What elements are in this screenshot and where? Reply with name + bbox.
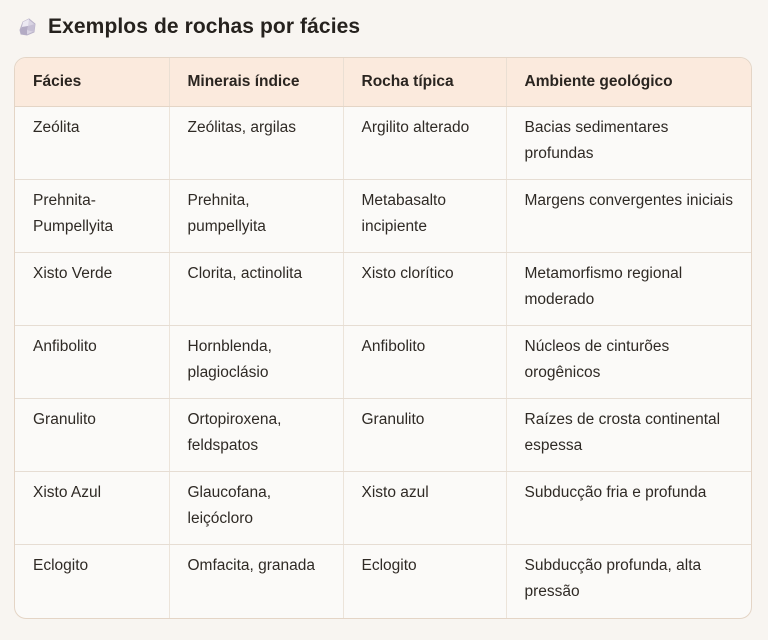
table-cell: Xisto Azul (15, 472, 169, 545)
table-cell: Subducção profunda, alta pressão (524, 557, 702, 600)
facies-table (15, 58, 751, 618)
table-row (15, 253, 751, 326)
table-cell: Metamorfismo regional moderado (506, 253, 751, 326)
table-cell: Eclogito (15, 545, 169, 618)
table-row (15, 545, 751, 618)
table-cell: Subducção fria e profunda (506, 472, 751, 545)
table-cell: Ortopiroxena, feldspatos (169, 399, 343, 472)
table-cell: Bacias sedimentares profundas (506, 107, 751, 180)
column-header-facies: Fácies (15, 58, 169, 107)
table-cell: Xisto Verde (15, 253, 169, 326)
table-cell: Anfibolito (15, 326, 169, 399)
table-cell: Argilito alterado (343, 107, 506, 180)
table-cell: Raízes de crosta continental espessa (506, 399, 751, 472)
table-cell: Omfacita, granada (169, 545, 343, 618)
rock-icon (16, 16, 38, 38)
table-row (15, 180, 751, 253)
table-row (15, 472, 751, 545)
column-header-rocha: Rocha típica (343, 58, 506, 107)
table-cell: Margens convergentes iniciais (506, 180, 751, 253)
table-row (15, 107, 751, 180)
table-cell: Eclogito (343, 545, 506, 618)
table-cell: Granulito (343, 399, 506, 472)
table-cell: Prehnita, pumpellyita (169, 180, 343, 253)
table-cell: Xisto clorítico (343, 253, 506, 326)
table-cell: Prehnita-Pumpellyita (15, 180, 169, 253)
table-cell: Zeólita (15, 107, 169, 180)
table-cell: Xisto azul (343, 472, 506, 545)
table-cell: Clorita, actinolita (169, 253, 343, 326)
table-cell: Anfibolito (343, 326, 506, 399)
table-cell: Hornblenda, plagioclásio (169, 326, 343, 399)
table-header-row (15, 58, 751, 107)
facies-table-container (14, 57, 752, 619)
table-row (15, 399, 751, 472)
table-cell: Glaucofana, leiçócloro (169, 472, 343, 545)
column-header-minerais: Minerais índice (169, 58, 343, 107)
page-heading (16, 12, 360, 42)
page-title: Exemplos de rochas por fácies (48, 15, 361, 38)
table-row (15, 326, 751, 399)
table-cell: Metabasalto incipiente (343, 180, 506, 253)
table-cell: Granulito (15, 399, 169, 472)
table-cell: Núcleos de cinturões orogênicos (506, 326, 751, 399)
column-header-ambiente: Ambiente geológico (506, 58, 751, 107)
table-cell: Zeólitas, argilas (169, 107, 343, 180)
